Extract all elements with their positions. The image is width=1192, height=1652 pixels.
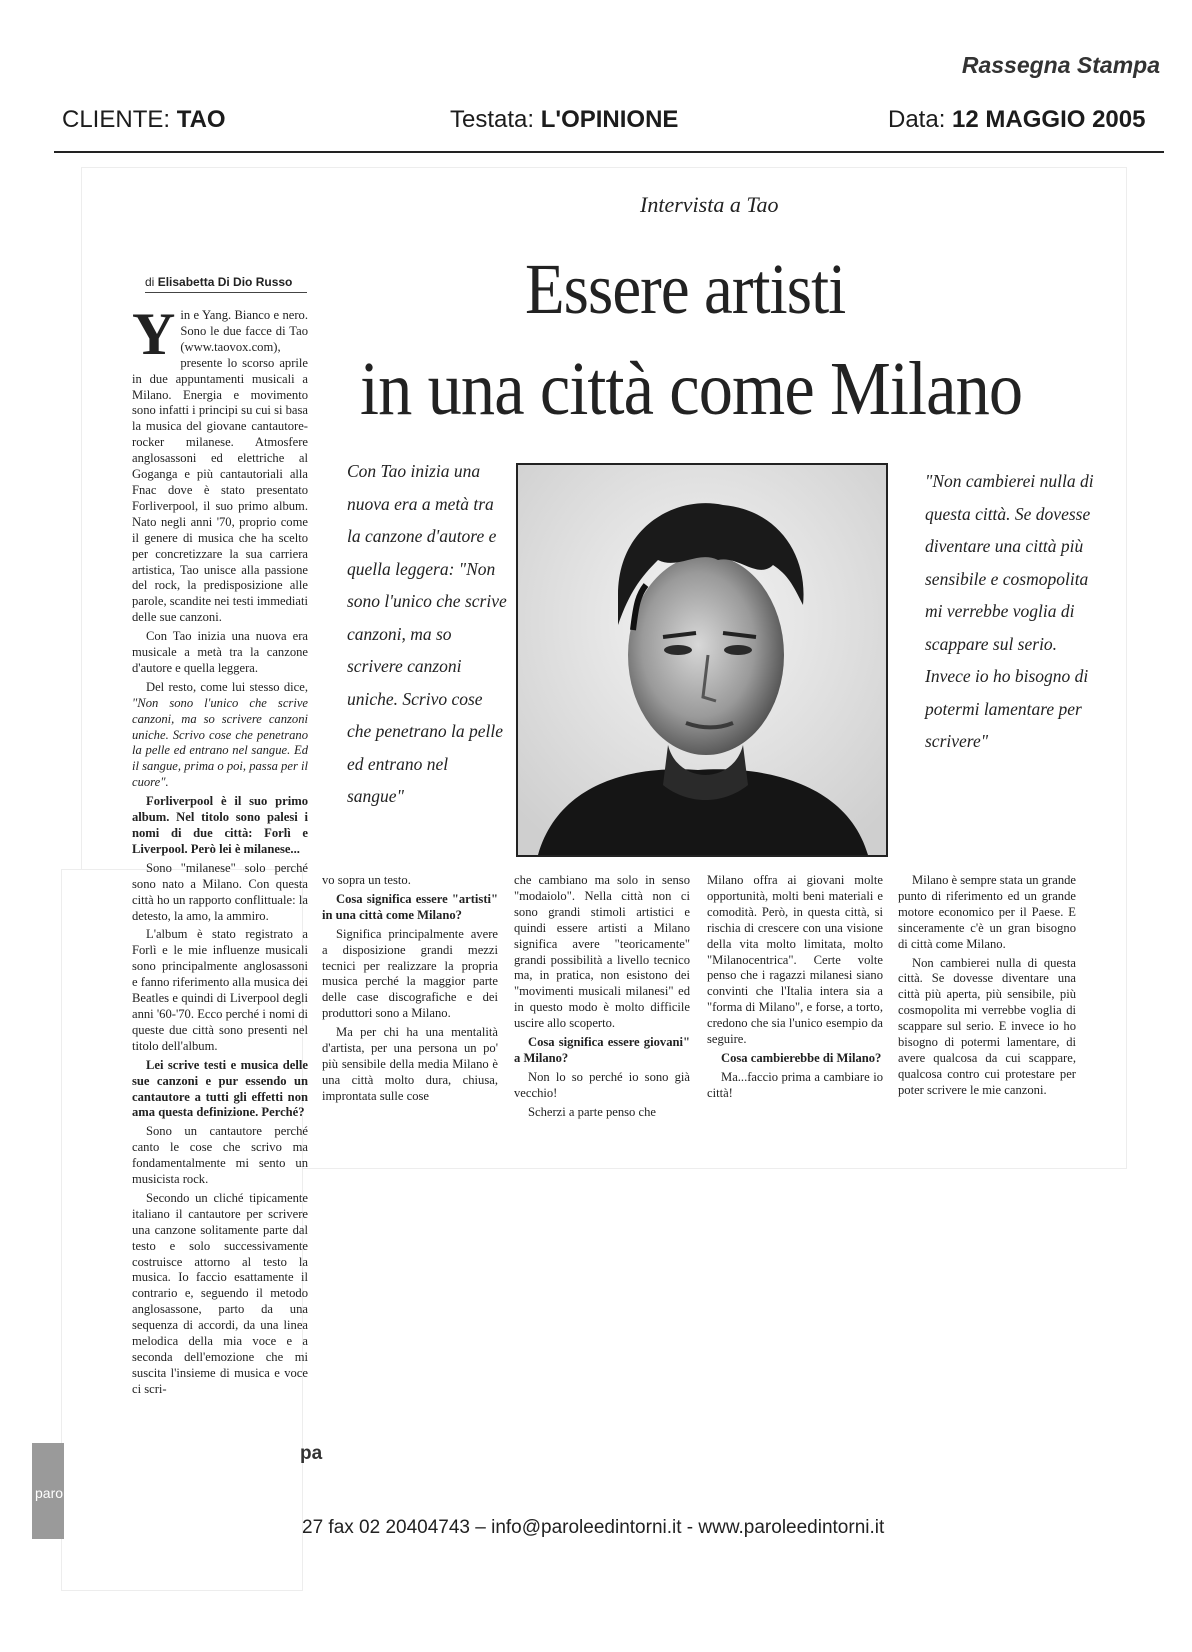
footer-logo [32, 1443, 64, 1539]
paragraph: Milano è sempre stata un grande punto di riferimento ed un grande motore economico per il Paese. E sinceramente c'è un gran bisogno di città come Milano. [898, 873, 1077, 951]
drop-cap: Y [132, 301, 176, 367]
article-headline-line2: in una città come Milano [360, 347, 1023, 431]
interview-question: Lei scrive testi e musica delle sue canzoni e pur essendo un cantautore a tutti gli effetti non ama questa definizione. Perché? [132, 1057, 308, 1120]
paragraph: vo sopra un testo. [322, 873, 411, 887]
byline [145, 275, 307, 293]
data-label: Data: [888, 106, 946, 133]
paragraph: Significa principalmente avere a disposizione grandi mezzi tecnici per realizzare la propria musica perché la maggior parte delle case discografiche e dei produttori sono a Milano. [322, 926, 498, 1021]
paragraph: L'album è stato registrato a Forlì e le mie influenze musicali sono principalmente anglosassoni e fanno riferimento alla musica dei Beatles e quindi di Liverpool degli anni '60-'70. Ecco perché i nomi di queste due città sono presenti nel titolo dell'album. [132, 927, 308, 1053]
interview-question: Cosa significa essere "artisti" in una città come Milano? [322, 891, 498, 922]
article-kicker: Intervista a Tao [640, 192, 779, 217]
paragraph: Con Tao inizia una nuova era musicale a metà tra la canzone d'autore e quella leggera. [132, 629, 308, 675]
interview-question: Forliverpool è il suo primo album. Nel titolo sono palesi i nomi di due città: Forlì e Liverpool. Però lei è milanese... [132, 794, 308, 856]
paragraph: Ma per chi ha una mentalità d'artista, per una persona un po' più sensibile della media Milano è una città molto dura, chiusa, improntata sulle cose [322, 1025, 498, 1103]
pull-quote-right: "Non cambierei nulla di questa città. Se dovesse diventare una città più sensibile e cosmopolita mi verrebbe voglia di scappare sul serio. Invece io ho bisogno di potermi lamentare per scrivere" [925, 471, 1094, 751]
testata-label: Testata: [450, 106, 535, 133]
paragraph: Ma...faccio prima a cambiare io città! [707, 1069, 883, 1100]
paragraph [132, 301, 308, 626]
paragraph [132, 680, 308, 791]
paragraph: Sono "milanese" solo perché sono nato a Milano. Con questa città ho un rapporto conflittuale: la detesto, la amo, la ammiro. [132, 860, 308, 923]
quote-text: "Non sono l'unico che scrive canzoni, ma so scrivere canzoni uniche. Scrivo cose che penetrano la pelle ed entrano nel sangue. Ed il sangue, prima o poi, passa per il cuore". [132, 695, 308, 790]
cliente-value: TAO [176, 106, 226, 133]
interview-question: Cosa significa essere giovani" a Milano? [514, 1035, 690, 1065]
data-value: 12 MAGGIO 2005 [952, 106, 1146, 133]
pull-quote-left: Con Tao inizia una nuova era a metà tra la canzone d'autore e quella leggera: "Non sono l'unico che scrive canzoni, ma so scrivere canzoni uniche. Scrivo cose che penetrano la pelle ed entrano nel sangue" [347, 461, 507, 806]
footer-logo-text: paro [35, 1485, 64, 1501]
testata-value: L'OPINIONE [540, 106, 679, 133]
paragraph: Milano offra ai giovani molte opportunità, molti beni materiali e comodità. Però, in questa città, si rischia di crescere con una visione della vita molto limitata, molto "Milanocentrica". Certe volte penso che i ragazzi milanesi siano convinti che l'Italia intera sia a "forma di Milano", e forse, a torto, credono che sia l'unico esempio da seguire. [707, 873, 883, 1047]
cliente-field [62, 106, 226, 134]
article-column-5 [898, 873, 1076, 1102]
paragraph: Non lo so perché io sono già vecchio! [514, 1069, 690, 1100]
paragraph: Sono un cantautore perché canto le cose che scrivo ma fondamentalmente mi sento un musicista rock. [132, 1124, 308, 1187]
cliente-label: CLIENTE: [62, 106, 171, 133]
paragraph: Secondo un cliché tipicamente italiano il cantautore per scrivere una canzone solitamente parte dal testo e solo successivamente costruisce attorno al testo la musica. Io faccio esattamente il contrario e, seguendo il metodo anglosassone, parto da una sequenza di accordi, da una linea melodica della mia voce e a seconda dell'emozione che mi suscita l'insieme di musica e voce ci scri- [132, 1190, 308, 1396]
footer-contact: 27 fax 02 20404743 – info@paroleedintorni.it - www.paroleedintorni.it [302, 1517, 885, 1538]
header-divider [54, 151, 1164, 153]
data-field [888, 106, 1145, 134]
article-column-1 [132, 301, 308, 1401]
article-headline-line1: Essere artisti [525, 249, 846, 329]
paragraph: Non cambierei nulla di questa città. Se dovesse diventare una città più aperta, più sensibile, più cosmopolita mi verrebbe voglia di scappare sul serio. E invece io ho bisogno di potermi lamentare, di avere qualcosa da cui scappare, qualcosa contro cui protestare per poter scrivere le mie canzoni. [898, 955, 1076, 1097]
paragraph: Scherzi a parte penso che [528, 1104, 656, 1119]
article-column-3 [514, 873, 690, 1124]
rassegna-stampa-label: Rassegna Stampa [961, 52, 1160, 78]
testata-field [450, 106, 678, 134]
paragraph-text: Del resto, come lui stesso dice, [146, 679, 308, 694]
paragraph: che cambiano ma solo in senso "modaiolo". Nella città non ci sono grandi stimoli artistici e quindi essere artisti a Milano significa avere "teoricamente" grandi possibilità a livello tecnico ma, in pratica, non esistono dei "movimenti musicali milanesi" ed in questo modo è molto difficile uscire allo scoperto. [514, 873, 690, 1031]
interview-question: Cosa cambierebbe di Milano? [721, 1050, 882, 1065]
byline-prefix: di [145, 275, 155, 289]
portrait-illustration [518, 465, 886, 855]
article-column-4 [707, 873, 883, 1105]
article-column-2 [322, 873, 498, 1108]
byline-author: Elisabetta Di Dio Russo [157, 275, 293, 289]
footer-name-fragment: pa [300, 1443, 323, 1464]
lead-text: in e Yang. Bianco e nero. Sono le due facce di Tao (www.taovox.com), presente lo scorso aprile in due appuntamenti musicali a Milano. Energia e movimento sono infatti i principi su cui si basa la musica del giovane cantautore-rocker milanese. Atmosfere anglosassoni ed elettriche al Goganga e più cantautoriali alla Fnac dove è stato presentato Forliverpool, il suo primo album. Nato negli anni '70, proprio come il genere di musica che ha scelto per concretizzare la sua carriera artistica, Tao unisce alla passione del rock, la predisposizione alle parole, scandite nei testi immediati delle sue canzoni. [132, 308, 308, 625]
portrait-photo [516, 463, 888, 857]
